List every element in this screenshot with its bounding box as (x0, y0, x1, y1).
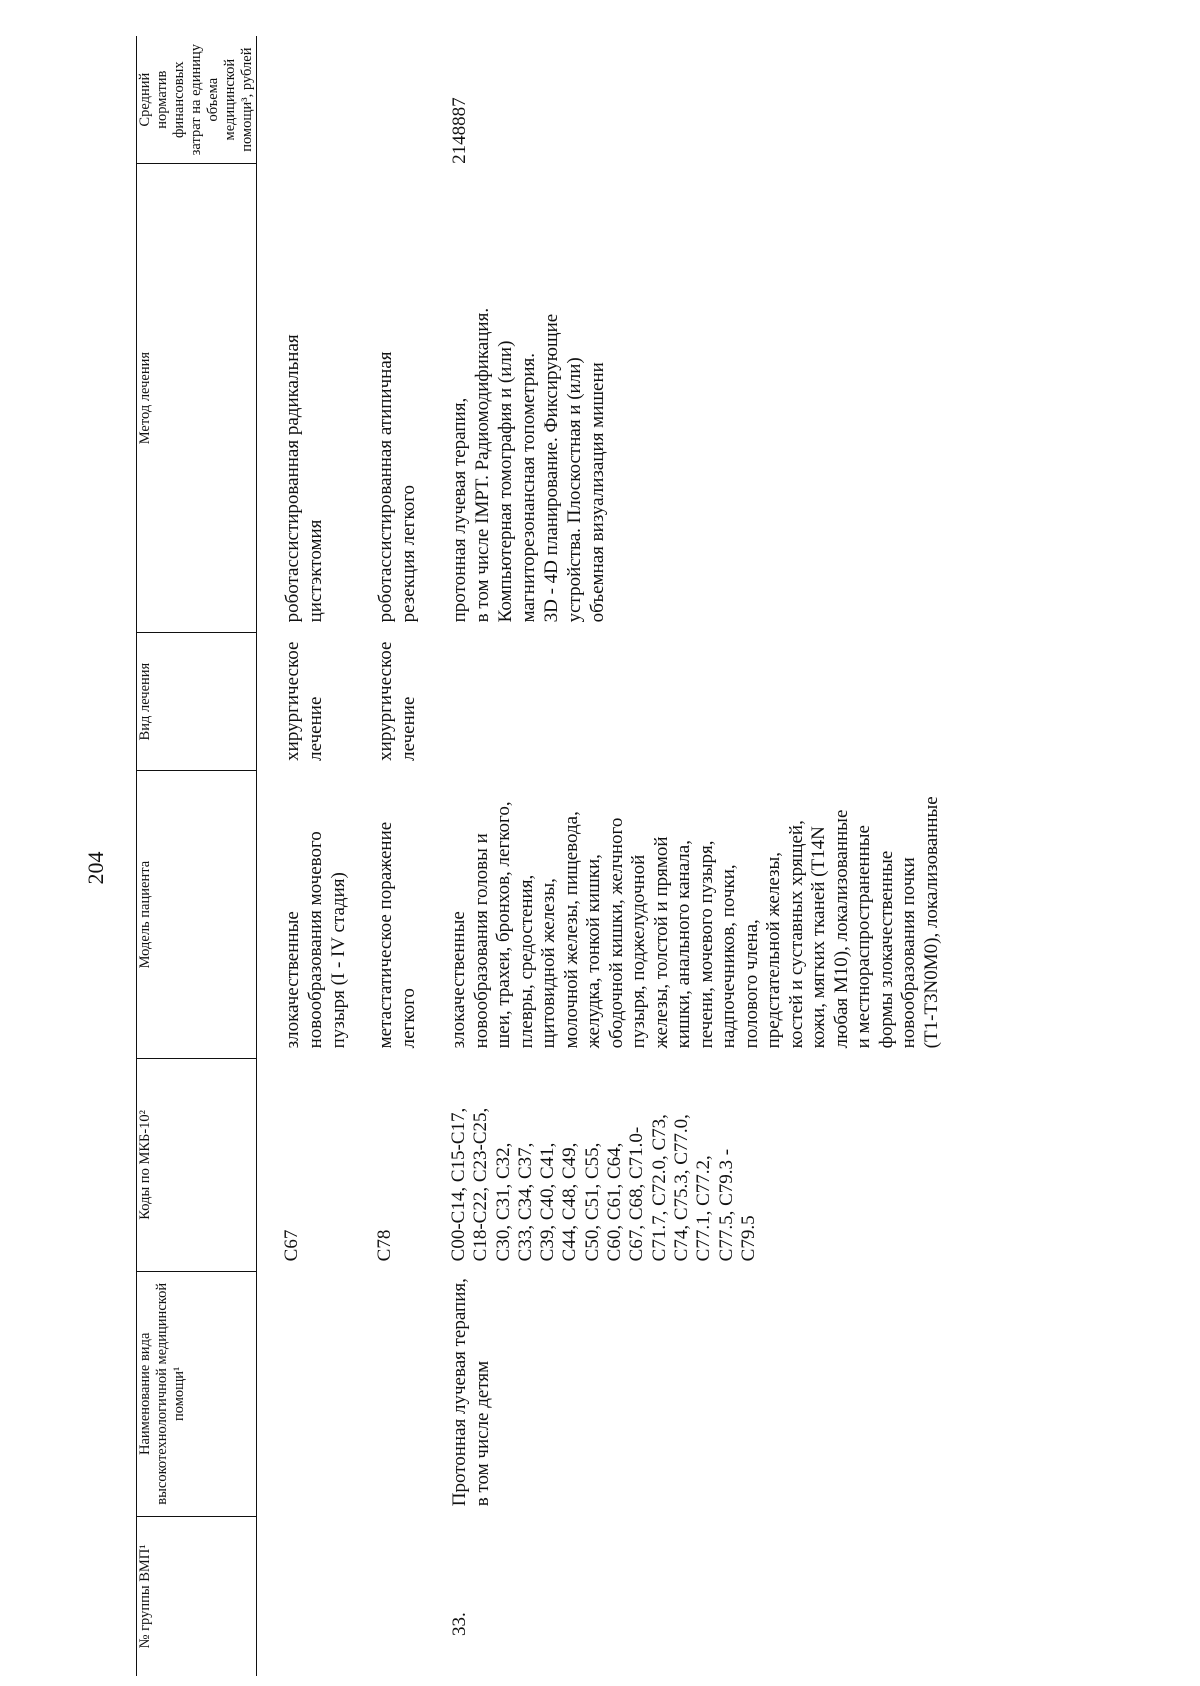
group-no-text (350, 1516, 374, 1676)
cell-method (420, 164, 943, 633)
header-cost-label: Средний норматив финансовых затрат на единицу объема медицинской помощи³, рублей (137, 44, 255, 156)
header-name-label: Наименование вида высокотехнологичной медицинской помощи¹ (137, 1282, 187, 1505)
cost-text (257, 36, 281, 164)
group-no-text: 33. (449, 1612, 470, 1636)
cell-treatment-type (420, 632, 943, 770)
cost-text: 2148887 (449, 97, 470, 164)
patient-model-text: злокачественные новообразования головы и шеи, трахеи, бронхов, легкого, плевры, средостения, щитовидной железы, молочной железы, пищевода, желудка, тонкой кишки, ободочной кишки, желчного пузыря, поджелудочной железы, толстой и прямой кишки, анального канала, печени, мочевого пузыря, надпочечников, почки, полового члена, предстательной железы, костей и суставных хрящей, кожи, мягких тканей (T14N любая M10), локализованные и местнораспространенные формы злокачественные новообразования почки (T1-T3N0M0), локализованные (448, 796, 942, 1049)
cell-cost (257, 36, 351, 164)
method-text: роботассистированная радикальная цистэктомия (282, 334, 326, 623)
cell-treatment-type (257, 632, 351, 770)
header-name (137, 1271, 257, 1516)
cell-group-no (350, 1516, 420, 1676)
table-body (257, 36, 944, 1676)
header-row (137, 36, 257, 1676)
cell-method (350, 164, 420, 633)
header-codes (137, 1058, 257, 1271)
name-text (350, 1271, 374, 1516)
treatment-type-text: хирургическое лечение (282, 641, 326, 761)
cell-treatment-type (350, 632, 420, 770)
header-treatment-type-label: Вид лечения (137, 662, 153, 741)
group-no-text (257, 1516, 281, 1676)
name-text (257, 1271, 281, 1516)
cell-method (257, 164, 351, 633)
cell-name (420, 1271, 943, 1516)
cell-name (350, 1271, 420, 1516)
method-text: роботассистированная атипичная резекция легкого (375, 351, 419, 623)
cell-codes (257, 1058, 351, 1271)
treatment-type-text: хирургическое лечение (375, 641, 419, 761)
table-row (350, 36, 420, 1676)
method-text: протонная лучевая терапия, в том числе IMPT. Радиомодификация. Компьютерная томография и (или) магниторезонансная топометрия. 3D - 4D планирование. Фиксирующие устройства. Плоскостная и (или) объемная визуализация мишени (449, 307, 608, 623)
cell-patient-model (350, 771, 420, 1059)
header-treatment-type (137, 632, 257, 770)
table-row (257, 36, 351, 1676)
cell-group-no (420, 1516, 943, 1676)
patient-model-text: метастатическое поражение легкого (375, 821, 419, 1049)
table-header (137, 36, 257, 1676)
header-patient-model (137, 771, 257, 1059)
header-group-no (137, 1516, 257, 1676)
header-group-no-label: № группы ВМП¹ (137, 1544, 153, 1649)
header-method-label: Метод лечения (137, 351, 153, 445)
cell-patient-model (257, 771, 351, 1059)
codes-text: C78 (374, 1229, 395, 1262)
cell-patient-model (420, 771, 943, 1059)
cell-name (257, 1271, 351, 1516)
rotated-table-sheet (136, 36, 1188, 1676)
vmp-table (136, 36, 943, 1676)
cell-group-no (257, 1516, 351, 1676)
treatment-type-text (420, 632, 448, 770)
header-patient-model-label: Модель пациента (137, 860, 153, 969)
cell-codes (420, 1058, 943, 1271)
header-method (137, 164, 257, 633)
name-text: Протонная лучевая терапия, в том числе детям (449, 1278, 493, 1507)
page-number: 204 (83, 851, 108, 885)
cost-text (350, 36, 374, 164)
patient-model-text: злокачественные новообразования мочевого пузыря (I - IV стадия) (282, 831, 349, 1049)
header-codes-label: Коды по МКБ-10² (137, 1109, 153, 1220)
codes-text: C00-C14, C15-C17, C18-C22, C23-C25, C30, C31, C32, C33, C34, C37, C39, C40, C41, C44, C48, C49, C50, C51, C55, C60, C61, C64, C67, C68, C71.0- C71.7, C72.0, C73, C74, C75.3, C77.0, C77.1, C77.2, C77.5, C79.3 - C79.5 (448, 1107, 759, 1262)
cell-cost (350, 36, 420, 164)
header-cost (137, 36, 257, 164)
codes-text: C67 (281, 1229, 302, 1262)
cell-codes (350, 1058, 420, 1271)
table-row (420, 36, 943, 1676)
cell-cost (420, 36, 943, 164)
